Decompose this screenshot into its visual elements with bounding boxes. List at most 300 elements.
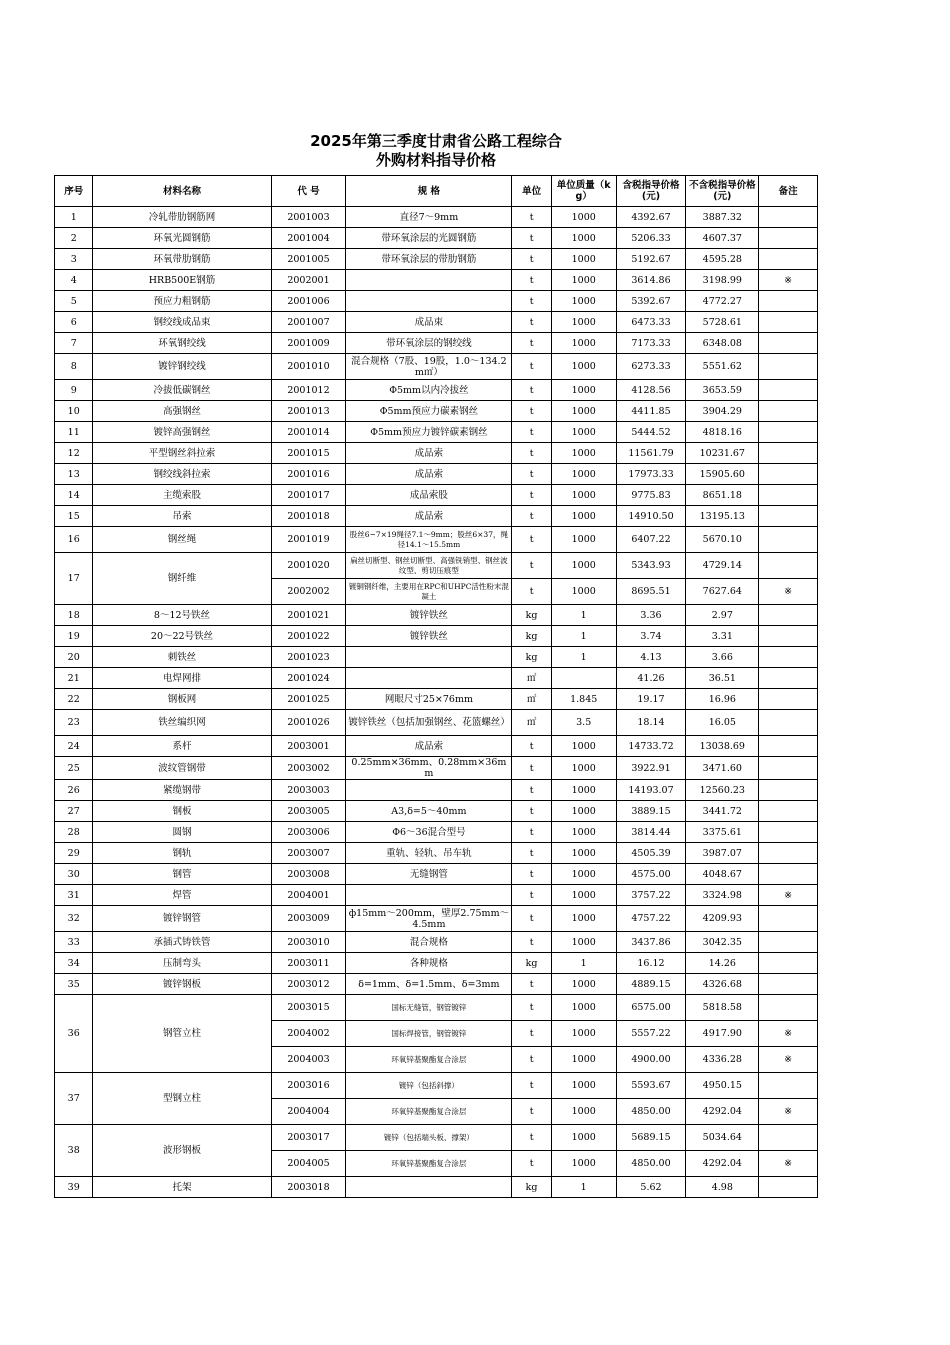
tax-price-cell: 4757.22 — [616, 906, 686, 932]
notax-price-cell: 3198.99 — [686, 270, 759, 291]
notax-price-cell: 5034.64 — [686, 1125, 759, 1151]
row-number-cell: 24 — [55, 736, 93, 757]
code-cell: 2001022 — [271, 626, 346, 647]
notax-price-cell: 12560.23 — [686, 780, 759, 801]
tax-price-cell: 3.36 — [616, 605, 686, 626]
unit-mass-cell: 1000 — [551, 974, 616, 995]
header-no: 序号 — [55, 176, 93, 207]
table-row — [55, 736, 818, 757]
code-cell: 2001023 — [271, 647, 346, 668]
notax-price-cell: 13038.69 — [686, 736, 759, 757]
material-name-cell: 镀锌高强钢丝 — [93, 422, 271, 443]
tax-price-cell: 4575.00 — [616, 864, 686, 885]
code-cell: 2001021 — [271, 605, 346, 626]
table-row — [55, 757, 818, 780]
material-name-cell: 波纹管钢带 — [93, 757, 271, 780]
tax-price-cell: 5206.33 — [616, 228, 686, 249]
spec-cell: 带环氧涂层的钢绞线 — [346, 333, 512, 354]
note-cell: ※ — [759, 1151, 818, 1177]
table-row — [55, 380, 818, 401]
header-unit: 单位 — [512, 176, 551, 207]
notax-price-cell: 5818.58 — [686, 995, 759, 1021]
table-row — [55, 1073, 818, 1099]
row-number-cell: 22 — [55, 689, 93, 710]
note-cell — [759, 401, 818, 422]
code-cell: 2004002 — [271, 1021, 346, 1047]
tax-price-cell: 5192.67 — [616, 249, 686, 270]
unit-mass-cell: 1 — [551, 953, 616, 974]
row-number-cell: 4 — [55, 270, 93, 291]
tax-price-cell: 3437.86 — [616, 932, 686, 953]
row-number-cell: 25 — [55, 757, 93, 780]
row-number-cell: 33 — [55, 932, 93, 953]
note-cell — [759, 333, 818, 354]
spec-cell: 混合规格 — [346, 932, 512, 953]
code-cell: 2003005 — [271, 801, 346, 822]
spec-cell: 股丝6~7×19绳径7.1～9mm；股丝6×37，绳径14.1～15.5mm — [346, 527, 512, 553]
unit-cell: t — [512, 354, 551, 380]
notax-price-cell: 4048.67 — [686, 864, 759, 885]
unit-mass-cell: 1 — [551, 647, 616, 668]
unit-cell: t — [512, 553, 551, 579]
table-row — [55, 312, 818, 333]
material-name-cell: 电焊网排 — [93, 668, 271, 689]
unit-cell: t — [512, 443, 551, 464]
unit-cell: t — [512, 401, 551, 422]
table-row — [55, 822, 818, 843]
table-row — [55, 843, 818, 864]
table-row — [55, 953, 818, 974]
material-name-cell: 钢轨 — [93, 843, 271, 864]
unit-cell: t — [512, 1073, 551, 1099]
material-name-cell: 平型钢丝斜拉索 — [93, 443, 271, 464]
material-name-cell: 钢绞线成品束 — [93, 312, 271, 333]
spec-cell — [346, 780, 512, 801]
notax-price-cell: 4772.27 — [686, 291, 759, 312]
spec-cell: 重轨、轻轨、吊车轨 — [346, 843, 512, 864]
note-cell — [759, 207, 818, 228]
material-name-cell: 钢管立柱 — [93, 995, 271, 1073]
notax-price-cell: 4209.93 — [686, 906, 759, 932]
code-cell: 2003018 — [271, 1177, 346, 1198]
material-name-cell: 钢管 — [93, 864, 271, 885]
material-name-cell: 圆钢 — [93, 822, 271, 843]
code-cell: 2001005 — [271, 249, 346, 270]
unit-mass-cell: 1000 — [551, 312, 616, 333]
tax-price-cell: 11561.79 — [616, 443, 686, 464]
code-cell: 2003011 — [271, 953, 346, 974]
document-title — [54, 132, 818, 170]
row-number-cell: 39 — [55, 1177, 93, 1198]
notax-price-cell: 3324.98 — [686, 885, 759, 906]
spec-cell: 成品索 — [346, 464, 512, 485]
unit-mass-cell: 1000 — [551, 579, 616, 605]
material-name-cell: 钢板 — [93, 801, 271, 822]
unit-mass-cell: 1000 — [551, 757, 616, 780]
unit-cell: kg — [512, 626, 551, 647]
note-cell — [759, 249, 818, 270]
tax-price-cell: 6407.22 — [616, 527, 686, 553]
code-cell: 2004003 — [271, 1047, 346, 1073]
tax-price-cell: 5593.67 — [616, 1073, 686, 1099]
unit-mass-cell: 1000 — [551, 506, 616, 527]
spec-cell: 直径7～9mm — [346, 207, 512, 228]
spec-cell: δ=1mm、δ=1.5mm、δ=3mm — [346, 974, 512, 995]
code-cell: 2001003 — [271, 207, 346, 228]
note-cell — [759, 626, 818, 647]
code-cell: 2003003 — [271, 780, 346, 801]
notax-price-cell: 4950.15 — [686, 1073, 759, 1099]
notax-price-cell: 3471.60 — [686, 757, 759, 780]
spec-cell: 镀锌铁丝 — [346, 626, 512, 647]
tax-price-cell: 3814.44 — [616, 822, 686, 843]
row-number-cell: 11 — [55, 422, 93, 443]
material-name-cell: 8～12号铁丝 — [93, 605, 271, 626]
spec-cell: 镀锌铁丝 — [346, 605, 512, 626]
unit-mass-cell: 1.845 — [551, 689, 616, 710]
unit-cell: t — [512, 906, 551, 932]
table-row — [55, 207, 818, 228]
spec-cell: 成品束 — [346, 312, 512, 333]
table-row — [55, 626, 818, 647]
row-number-cell: 38 — [55, 1125, 93, 1177]
notax-price-cell: 3375.61 — [686, 822, 759, 843]
note-cell: ※ — [759, 1099, 818, 1125]
table-row — [55, 464, 818, 485]
material-name-cell: 预应力粗钢筋 — [93, 291, 271, 312]
note-cell — [759, 822, 818, 843]
note-cell: ※ — [759, 579, 818, 605]
tax-price-cell: 16.12 — [616, 953, 686, 974]
note-cell — [759, 354, 818, 380]
unit-cell: kg — [512, 647, 551, 668]
material-name-cell: 镀锌钢绞线 — [93, 354, 271, 380]
notax-price-cell: 15905.60 — [686, 464, 759, 485]
tax-price-cell: 4392.67 — [616, 207, 686, 228]
notax-price-cell: 4292.04 — [686, 1151, 759, 1177]
note-cell — [759, 422, 818, 443]
code-cell: 2004005 — [271, 1151, 346, 1177]
notax-price-cell: 3653.59 — [686, 380, 759, 401]
tax-price-cell: 4411.85 — [616, 401, 686, 422]
spec-cell: 成品索 — [346, 736, 512, 757]
code-cell: 2001009 — [271, 333, 346, 354]
row-number-cell: 2 — [55, 228, 93, 249]
unit-cell: ㎡ — [512, 668, 551, 689]
unit-cell: t — [512, 312, 551, 333]
code-cell: 2001024 — [271, 668, 346, 689]
material-name-cell: 环氧带肋钢筋 — [93, 249, 271, 270]
table-header-row — [55, 176, 818, 207]
code-cell: 2003015 — [271, 995, 346, 1021]
note-cell: ※ — [759, 885, 818, 906]
unit-cell: t — [512, 885, 551, 906]
material-name-cell: 冷拔低碳钢丝 — [93, 380, 271, 401]
note-cell — [759, 995, 818, 1021]
unit-cell: t — [512, 249, 551, 270]
code-cell: 2004004 — [271, 1099, 346, 1125]
code-cell: 2001010 — [271, 354, 346, 380]
spec-cell: 国标焊接管，钢管镀锌 — [346, 1021, 512, 1047]
material-name-cell: 冷轧带肋钢筋网 — [93, 207, 271, 228]
material-name-cell: 波形钢板 — [93, 1125, 271, 1177]
code-cell: 2003012 — [271, 974, 346, 995]
tax-price-cell: 41.26 — [616, 668, 686, 689]
tax-price-cell: 8695.51 — [616, 579, 686, 605]
header-code: 代 号 — [271, 176, 346, 207]
code-cell: 2001025 — [271, 689, 346, 710]
tax-price-cell: 5.62 — [616, 1177, 686, 1198]
notax-price-cell: 8651.18 — [686, 485, 759, 506]
notax-price-cell: 16.05 — [686, 710, 759, 736]
unit-cell: t — [512, 822, 551, 843]
row-number-cell: 19 — [55, 626, 93, 647]
tax-price-cell: 3889.15 — [616, 801, 686, 822]
tax-price-cell: 4.13 — [616, 647, 686, 668]
material-name-cell: 铁丝编织网 — [93, 710, 271, 736]
unit-cell: t — [512, 757, 551, 780]
material-name-cell: 20～22号铁丝 — [93, 626, 271, 647]
unit-mass-cell: 1000 — [551, 422, 616, 443]
note-cell — [759, 710, 818, 736]
row-number-cell: 6 — [55, 312, 93, 333]
code-cell: 2003006 — [271, 822, 346, 843]
material-name-cell: 紧缆钢带 — [93, 780, 271, 801]
code-cell: 2002002 — [271, 579, 346, 605]
unit-cell: t — [512, 485, 551, 506]
material-name-cell: 镀锌钢管 — [93, 906, 271, 932]
tax-price-cell: 6273.33 — [616, 354, 686, 380]
spec-cell: Φ5mm预应力镀锌碳素钢丝 — [346, 422, 512, 443]
tax-price-cell: 19.17 — [616, 689, 686, 710]
spec-cell: 无缝钢管 — [346, 864, 512, 885]
code-cell: 2003009 — [271, 906, 346, 932]
header-name: 材料名称 — [93, 176, 271, 207]
unit-mass-cell: 1000 — [551, 1151, 616, 1177]
note-cell — [759, 757, 818, 780]
code-cell: 2001014 — [271, 422, 346, 443]
note-cell — [759, 953, 818, 974]
note-cell — [759, 647, 818, 668]
unit-mass-cell: 1000 — [551, 1073, 616, 1099]
tax-price-cell: 6575.00 — [616, 995, 686, 1021]
note-cell — [759, 689, 818, 710]
material-name-cell: 型钢立柱 — [93, 1073, 271, 1125]
unit-cell: t — [512, 333, 551, 354]
tax-price-cell: 3922.91 — [616, 757, 686, 780]
code-cell: 2003008 — [271, 864, 346, 885]
unit-mass-cell: 1000 — [551, 1125, 616, 1151]
unit-mass-cell: 1000 — [551, 995, 616, 1021]
code-cell: 2001013 — [271, 401, 346, 422]
note-cell — [759, 605, 818, 626]
note-cell — [759, 291, 818, 312]
spec-cell: 各种规格 — [346, 953, 512, 974]
unit-mass-cell: 1000 — [551, 207, 616, 228]
tax-price-cell: 4900.00 — [616, 1047, 686, 1073]
row-number-cell: 12 — [55, 443, 93, 464]
table-row — [55, 932, 818, 953]
row-number-cell: 1 — [55, 207, 93, 228]
header-note: 备注 — [759, 176, 818, 207]
notax-price-cell: 3.66 — [686, 647, 759, 668]
spec-cell: Φ5mm预应力碳素钢丝 — [346, 401, 512, 422]
unit-cell: t — [512, 506, 551, 527]
table-row — [55, 249, 818, 270]
spec-cell: 镀锌（包括端头板、撑架） — [346, 1125, 512, 1151]
table-row — [55, 864, 818, 885]
note-cell — [759, 932, 818, 953]
unit-mass-cell: 1000 — [551, 401, 616, 422]
notax-price-cell: 5728.61 — [686, 312, 759, 333]
unit-mass-cell: 1000 — [551, 1047, 616, 1073]
table-row — [55, 995, 818, 1021]
code-cell: 2002001 — [271, 270, 346, 291]
row-number-cell: 36 — [55, 995, 93, 1073]
notax-price-cell: 36.51 — [686, 668, 759, 689]
table-row — [55, 485, 818, 506]
material-name-cell: 承插式铸铁管 — [93, 932, 271, 953]
table-row — [55, 801, 818, 822]
unit-cell: t — [512, 527, 551, 553]
notax-price-cell: 4729.14 — [686, 553, 759, 579]
notax-price-cell: 4818.16 — [686, 422, 759, 443]
row-number-cell: 9 — [55, 380, 93, 401]
code-cell: 2001017 — [271, 485, 346, 506]
spec-cell: 环氧锌基聚酯复合涂层 — [346, 1047, 512, 1073]
row-number-cell: 17 — [55, 553, 93, 605]
price-table — [54, 175, 818, 1198]
code-cell: 2001007 — [271, 312, 346, 333]
unit-cell: t — [512, 1047, 551, 1073]
spec-cell: 混合规格（7股、19股，1.0～134.2m㎡） — [346, 354, 512, 380]
row-number-cell: 32 — [55, 906, 93, 932]
note-cell — [759, 485, 818, 506]
tax-price-cell: 7173.33 — [616, 333, 686, 354]
note-cell — [759, 1177, 818, 1198]
row-number-cell: 5 — [55, 291, 93, 312]
note-cell — [759, 527, 818, 553]
unit-mass-cell: 1000 — [551, 885, 616, 906]
notax-price-cell: 5670.10 — [686, 527, 759, 553]
header-mass: 单位质量（kg） — [551, 176, 616, 207]
table-row — [55, 780, 818, 801]
table-row — [55, 228, 818, 249]
unit-mass-cell: 1000 — [551, 822, 616, 843]
unit-cell: ㎡ — [512, 710, 551, 736]
spec-cell: 环氧锌基聚酯复合涂层 — [346, 1151, 512, 1177]
unit-mass-cell: 1 — [551, 626, 616, 647]
row-number-cell: 3 — [55, 249, 93, 270]
unit-mass-cell: 1000 — [551, 1099, 616, 1125]
notax-price-cell: 13195.13 — [686, 506, 759, 527]
notax-price-cell: 14.26 — [686, 953, 759, 974]
note-cell — [759, 1073, 818, 1099]
unit-cell: t — [512, 801, 551, 822]
unit-mass-cell: 1 — [551, 1177, 616, 1198]
unit-cell: t — [512, 843, 551, 864]
spec-cell: 镀锌铁丝（包括加强钢丝、花篮螺丝） — [346, 710, 512, 736]
note-cell — [759, 312, 818, 333]
code-cell: 2001012 — [271, 380, 346, 401]
tax-price-cell: 4850.00 — [616, 1099, 686, 1125]
unit-cell: t — [512, 736, 551, 757]
unit-mass-cell: 1000 — [551, 864, 616, 885]
header-notax-price: 不含税指导价格(元) — [686, 176, 759, 207]
spec-cell: Φ6～36混合型号 — [346, 822, 512, 843]
row-number-cell: 16 — [55, 527, 93, 553]
notax-price-cell: 4292.04 — [686, 1099, 759, 1125]
spec-cell: 带环氧涂层的带肋钢筋 — [346, 249, 512, 270]
code-cell: 2003002 — [271, 757, 346, 780]
note-cell — [759, 443, 818, 464]
unit-cell: t — [512, 780, 551, 801]
notax-price-cell: 4917.90 — [686, 1021, 759, 1047]
notax-price-cell: 3904.29 — [686, 401, 759, 422]
row-number-cell: 10 — [55, 401, 93, 422]
material-name-cell: 主缆索股 — [93, 485, 271, 506]
row-number-cell: 30 — [55, 864, 93, 885]
tax-price-cell: 9775.83 — [616, 485, 686, 506]
tax-price-cell: 5444.52 — [616, 422, 686, 443]
material-name-cell: 系杆 — [93, 736, 271, 757]
table-row — [55, 422, 818, 443]
spec-cell — [346, 270, 512, 291]
spec-cell: 0.25mm×36mm、0.28mm×36mm — [346, 757, 512, 780]
tax-price-cell: 5343.93 — [616, 553, 686, 579]
note-cell — [759, 228, 818, 249]
row-number-cell: 34 — [55, 953, 93, 974]
spec-cell: 镀锌（包括斜撑） — [346, 1073, 512, 1099]
spec-cell: 成品索 — [346, 506, 512, 527]
title-line-1: 2025年第三季度甘肃省公路工程综合 — [310, 132, 562, 150]
unit-mass-cell: 1000 — [551, 464, 616, 485]
code-cell: 2001004 — [271, 228, 346, 249]
note-cell: ※ — [759, 270, 818, 291]
code-cell: 2001026 — [271, 710, 346, 736]
spec-cell: ф15mm～200mm，壁厚2.75mm～4.5mm — [346, 906, 512, 932]
unit-mass-cell: 1000 — [551, 906, 616, 932]
notax-price-cell: 4607.37 — [686, 228, 759, 249]
table-body — [55, 207, 818, 1198]
header-spec: 规 格 — [346, 176, 512, 207]
unit-mass-cell: 1000 — [551, 932, 616, 953]
material-name-cell: 压制弯头 — [93, 953, 271, 974]
code-cell: 2003001 — [271, 736, 346, 757]
spec-cell: 国标无缝管，钢管镀锌 — [346, 995, 512, 1021]
material-name-cell: 钢板网 — [93, 689, 271, 710]
spec-cell: 扁丝切断型、钢丝切断型、高强铣销型、钢丝波纹型、剪切压痕型 — [346, 553, 512, 579]
unit-cell: ㎡ — [512, 689, 551, 710]
row-number-cell: 13 — [55, 464, 93, 485]
spec-cell: 环氧锌基聚酯复合涂层 — [346, 1099, 512, 1125]
unit-mass-cell: 1000 — [551, 485, 616, 506]
notax-price-cell: 2.97 — [686, 605, 759, 626]
notax-price-cell: 5551.62 — [686, 354, 759, 380]
unit-mass-cell: 1000 — [551, 228, 616, 249]
code-cell: 2003017 — [271, 1125, 346, 1151]
unit-cell: t — [512, 291, 551, 312]
notax-price-cell: 3.31 — [686, 626, 759, 647]
row-number-cell: 27 — [55, 801, 93, 822]
table-row — [55, 443, 818, 464]
tax-price-cell: 14733.72 — [616, 736, 686, 757]
table-row — [55, 605, 818, 626]
unit-mass-cell: 1000 — [551, 270, 616, 291]
tax-price-cell: 14193.07 — [616, 780, 686, 801]
code-cell: 2001006 — [271, 291, 346, 312]
unit-mass-cell: 1 — [551, 605, 616, 626]
